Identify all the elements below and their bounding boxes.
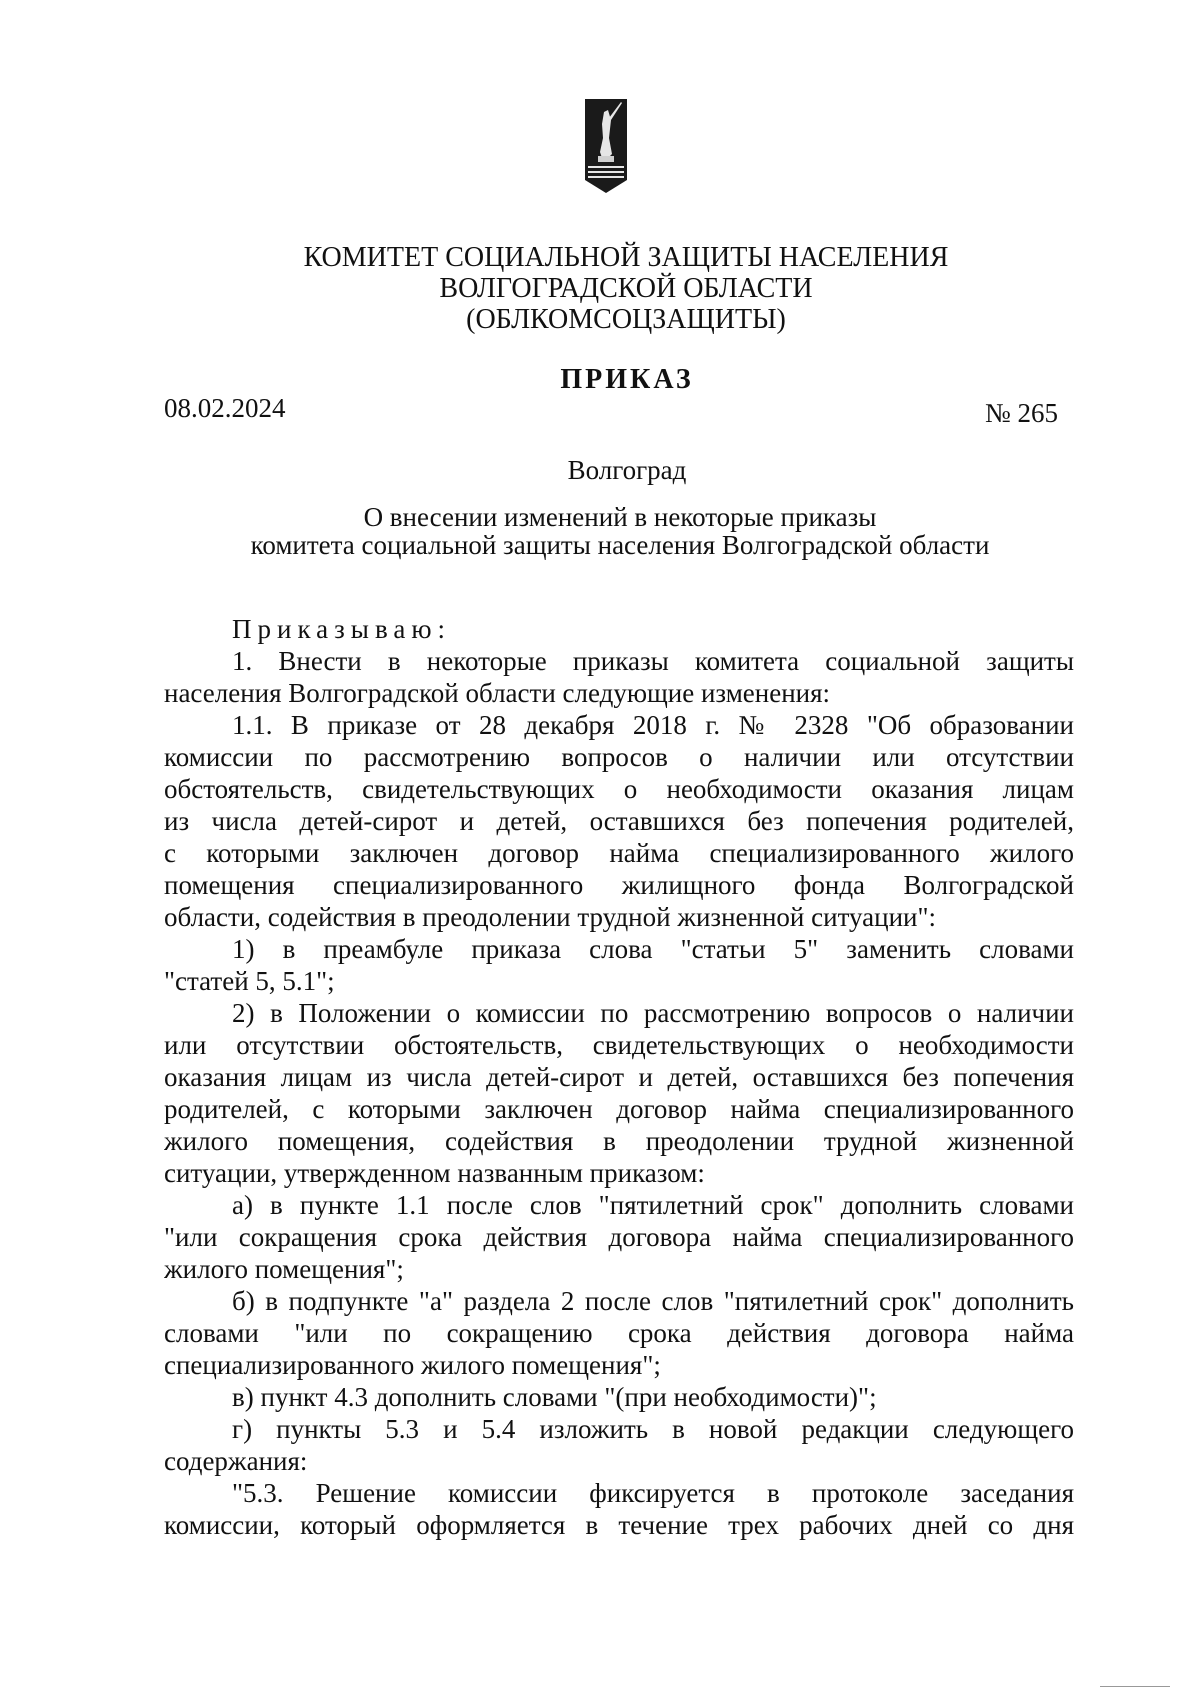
body-line: ситуации, утвержденном названным приказом: [164, 1158, 705, 1188]
body-line: или отсутствии обстоятельств, свидетельствующих о необходимости [164, 1030, 1074, 1060]
body-line: специализированного жилого помещения"; [164, 1350, 661, 1380]
document-city: Волгоград [567, 455, 687, 485]
body-line: в) пункт 4.3 дополнить словами "(при необходимости)"; [232, 1382, 877, 1412]
body-line: словами "или по сокращению срока действия договора найма [164, 1318, 1074, 1348]
subject-line-1: О внесении изменений в некоторые приказы [363, 502, 877, 532]
body-line: области, содействия в преодолении трудной жизненной ситуации": [164, 902, 937, 932]
body-line: с которыми заключен договор найма специализированного жилого [164, 838, 1074, 868]
body-line: населения Волгоградской области следующие изменения: [164, 678, 831, 708]
footer-divider [1100, 1686, 1170, 1687]
body-line: "или сокращения срока действия договора найма специализированного [164, 1222, 1074, 1252]
body-line: содержания: [164, 1446, 308, 1476]
organization-name [0, 242, 1200, 335]
document-type: ПРИКАЗ [560, 364, 694, 395]
body-line: жилого помещения, содействия в преодолении трудной жизненной [164, 1126, 1074, 1156]
document-body [164, 613, 1074, 1541]
org-line-3: (ОБЛКОМСОЦЗАЩИТЫ) [466, 304, 786, 335]
body-line: Приказываю: [232, 614, 451, 644]
body-line: "5.3. Решение комиссии фиксируется в протоколе заседания [232, 1478, 1074, 1508]
body-line: комиссии по рассмотрению вопросов о наличии или отсутствии [164, 742, 1074, 772]
body-line: а) в пункте 1.1 после слов "пятилетний срок" дополнить словами [232, 1190, 1074, 1220]
body-line: родителей, с которыми заключен договор найма специализированного [164, 1094, 1074, 1124]
body-line: помещения специализированного жилищного фонда Волгоградской [164, 870, 1074, 900]
body-line: б) в подпункте "а" раздела 2 после слов "пятилетний срок" дополнить [232, 1286, 1074, 1316]
emblem-icon [584, 98, 628, 194]
body-line: 1) в преамбуле приказа слова "статьи 5" заменить словами [232, 934, 1074, 964]
body-line: комиссии, который оформляется в течение трех рабочих дней со дня [164, 1510, 1074, 1540]
document-number: № 265 [985, 398, 1059, 428]
body-line: 1.1. В приказе от 28 декабря 2018 г. № 2328 "Об образовании [232, 710, 1074, 740]
subject-line-2: комитета социальной защиты населения Волгоградской области [250, 530, 990, 560]
body-line: оказания лицам из числа детей-сирот и детей, оставшихся без попечения [164, 1062, 1074, 1092]
body-line: "статей 5, 5.1"; [164, 966, 335, 996]
body-line: г) пункты 5.3 и 5.4 изложить в новой редакции следующего [232, 1414, 1074, 1444]
org-line-2: ВОЛГОГРАДСКОЙ ОБЛАСТИ [439, 273, 813, 304]
org-line-1: КОМИТЕТ СОЦИАЛЬНОЙ ЗАЩИТЫ НАСЕЛЕНИЯ [303, 242, 949, 273]
body-line: жилого помещения"; [164, 1254, 404, 1284]
body-line: 2) в Положении о комиссии по рассмотрению вопросов о наличии [232, 998, 1074, 1028]
document-subject [0, 503, 1200, 559]
body-line: из числа детей-сирот и детей, оставшихся без попечения родителей, [164, 806, 1074, 836]
document-date: 08.02.2024 [164, 393, 286, 423]
body-line: 1. Внести в некоторые приказы комитета социальной защиты [232, 646, 1074, 676]
body-line: обстоятельств, свидетельствующих о необходимости оказания лицам [164, 774, 1074, 804]
